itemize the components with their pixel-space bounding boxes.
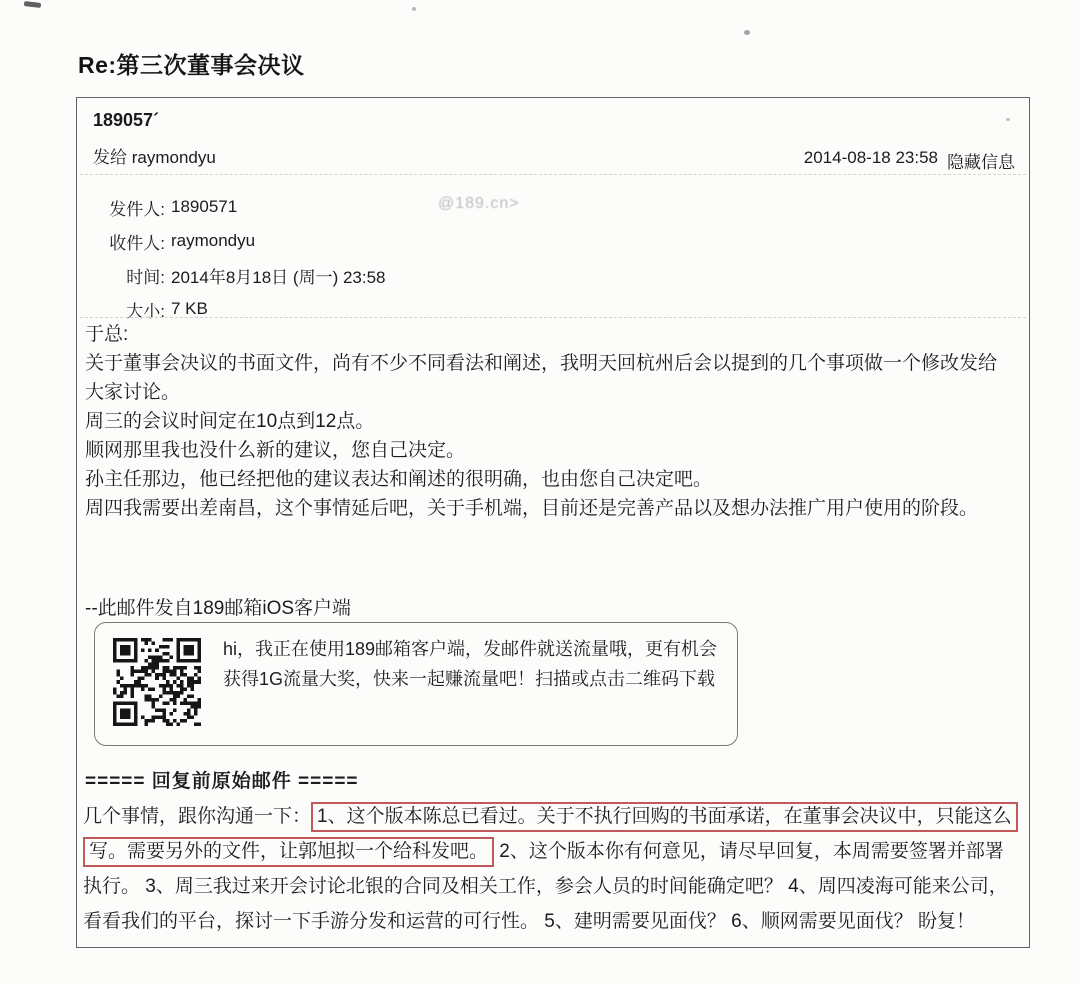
size-label: 大小: xyxy=(126,301,165,321)
reply-prefix: 几个事情，跟你沟通一下： xyxy=(83,806,312,827)
from-value: 1890571 xyxy=(171,197,238,216)
scan-speck xyxy=(412,7,416,11)
reply-rest: 2、这个版本你有何意见，请尽早回复，本周需要签署并部署执行。 3、周三我过来开会讨论北银的合同及相关工作，参会人员的时间能确定吧？ 4、周四凌海可能来公司，看看我们的平台，探讨一下手游分发和运营的可行性。 5、建明需要见面伐？ 6、顺网需要见面伐？ 盼复！ xyxy=(83,841,1008,932)
scan-speck xyxy=(24,1,41,8)
mail-client-signature: --此邮件发自189邮箱iOS客户端 xyxy=(85,598,352,619)
scan-speck xyxy=(744,30,750,35)
hide-info-link[interactable]: 隐藏信息 xyxy=(947,153,1015,172)
promo-card xyxy=(94,622,738,746)
from-domain-redacted: @189.cn> xyxy=(438,195,520,212)
body-paragraph: 关于董事会决议的书面文件，尚有不少不同看法和阐述，我明天回杭州后会以提到的几个事项做一个修改发给大家讨论。 xyxy=(85,353,998,403)
email-headers xyxy=(99,190,520,326)
to-label: 收件人: xyxy=(109,233,165,253)
original-mail-text xyxy=(83,799,1018,939)
promo-text: hi，我正在使用189邮箱客户端，发邮件就送流量哦，更有机会获得1G流量大奖，快来一起赚流量吧！扫描或点击二维码下载 xyxy=(223,639,718,689)
to-recipient: 发给 raymondyu xyxy=(93,148,216,167)
qr-code-icon[interactable] xyxy=(113,638,201,726)
email-body xyxy=(85,320,1011,523)
time-value: 2014年8月18日 (周一) 23:58 xyxy=(171,267,386,287)
to-value: raymondyu xyxy=(171,231,256,250)
original-mail-divider: ===== 回复前原始邮件 ===== xyxy=(85,771,359,792)
header-divider xyxy=(80,174,1026,175)
header-row-to xyxy=(99,224,386,258)
email-card xyxy=(76,97,1030,948)
body-paragraph: 顺网那里我也没什么新的建议，您自己决定。 xyxy=(85,440,466,461)
body-divider xyxy=(80,317,1026,318)
sender-id: 189057´ xyxy=(93,110,160,130)
body-paragraph: 周三的会议时间定在10点到12点。 xyxy=(85,411,375,432)
body-paragraph: 周四我需要出差南昌，这个事情延后吧，关于手机端，目前还是完善产品以及想办法推广用户使用的阶段。 xyxy=(85,498,979,519)
recipient-row xyxy=(93,143,1015,173)
size-value: 7 KB xyxy=(171,299,208,318)
header-row-time xyxy=(99,258,386,292)
body-paragraph: 孙主任那边，他已经把他的建议表达和阐述的很明确，也由您自己决定吧。 xyxy=(85,469,713,490)
header-row-from xyxy=(99,190,520,224)
red-annotation-highlight: 1、这个版本陈总已看过。关于不执行回购的书面承诺，在董事会决议中，只能这么写。需要另外的文件，让郭旭拟一个给科发吧。 xyxy=(83,802,1018,867)
time-label: 时间: xyxy=(126,267,165,287)
salutation: 于总: xyxy=(85,324,129,345)
email-date: 2014-08-18 23:58 xyxy=(803,148,938,167)
page-title: Re:第三次董事会决议 xyxy=(78,52,305,78)
from-label: 发件人: xyxy=(109,199,165,219)
